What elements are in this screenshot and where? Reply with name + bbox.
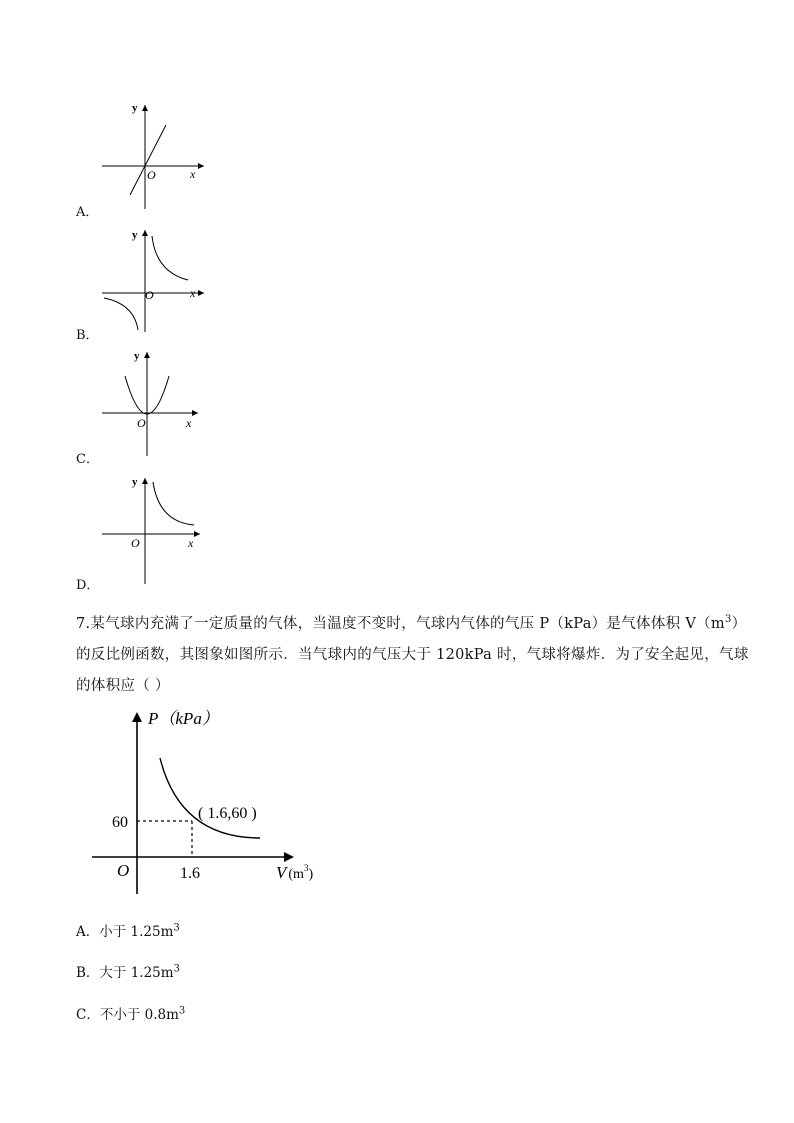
x-axis-label: x (186, 416, 192, 430)
option-b-label: B． (76, 328, 99, 343)
y-axis-label: y (134, 350, 140, 362)
origin-label: O (131, 536, 140, 550)
origin-label: O (137, 416, 146, 430)
option-c-label: C． (76, 452, 99, 467)
origin-label: O (147, 168, 156, 182)
answer-option-c[interactable]: C．不小于 $0.8m^3$ (76, 1005, 186, 1023)
answer-option-b[interactable]: B．大于 $1.25m^3$ (76, 963, 180, 981)
pressure-volume-graph (88, 700, 338, 895)
y-axis-label: y (132, 229, 138, 241)
option-a-label: A． (76, 205, 99, 220)
x-axis-label: V ($m^3_)$ (276, 863, 314, 882)
origin-label: O (117, 861, 130, 880)
x-axis-label: x (190, 286, 196, 300)
graph-line-through-origin (76, 95, 206, 215)
option-b[interactable] (76, 222, 206, 342)
option-a[interactable] (76, 95, 206, 220)
y-tick-label: 60 (112, 814, 128, 831)
question-7-graph (88, 700, 338, 895)
question-7-text (76, 604, 749, 702)
point-label: ( 1.6,60 ) (198, 805, 257, 822)
y-axis-label: y (132, 102, 138, 114)
origin-label: O (145, 288, 154, 302)
question-7-line-1: 7.某气球内充满了一定质量的气体，当温度不变时，气球内气体的气压 P（kPa）是气体体积 $V(m^3)$ (76, 614, 747, 632)
x-tick-label: 1.6 (180, 865, 200, 882)
y-axis-label: P（kPa） (148, 709, 219, 728)
question-7-line-3: 的体积应（ ） (76, 677, 170, 694)
option-d[interactable] (76, 472, 206, 592)
option-c[interactable] (76, 346, 206, 466)
answer-option-a[interactable]: A．小于 $1.25m^3$ (76, 922, 180, 940)
option-d-label: D． (76, 578, 100, 593)
y-axis-label: y (132, 476, 138, 488)
x-axis-label: x (188, 536, 194, 550)
question-7-line-2: 的反比例函数，其图象如图所示．当气球内的气压大于 120kPa 时，气球将爆炸．为了安全起见，气球 (76, 646, 749, 663)
x-axis-label: x (190, 167, 196, 181)
